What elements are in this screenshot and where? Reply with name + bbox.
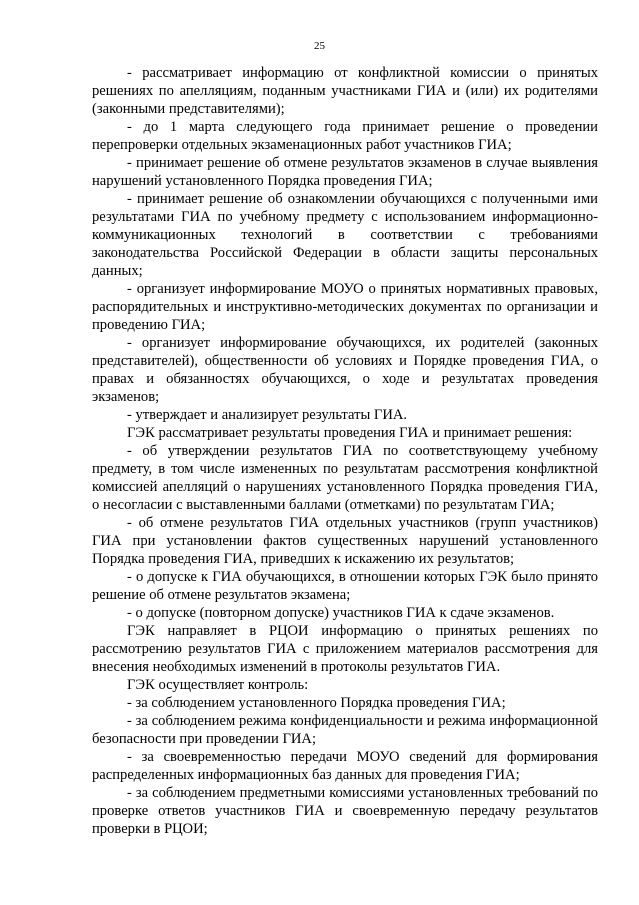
paragraph: - за соблюдением установленного Порядка проведения ГИА; [127, 695, 506, 711]
paragraph: - о допуске к ГИА обучающихся, в отношении которых ГЭК было принято решение об отмене результатов экзамена; [92, 569, 598, 603]
page-body [92, 64, 598, 838]
paragraph: - о допуске (повторном допуске) участников ГИА к сдаче экзаменов. [127, 605, 555, 621]
paragraph: - за соблюдением предметными комиссиями установленных требований по проверке ответов участников ГИА и своевременную передачу результатов проверки в РЦОИ; [92, 785, 598, 837]
paragraph: - принимает решение об отмене результатов экзаменов в случае выявления нарушений установленного Порядка проведения ГИА; [92, 155, 598, 189]
paragraph: - за своевременностью передачи МОУО сведений для формирования распределенных информационных баз данных для проведения ГИА; [92, 749, 598, 783]
paragraph: ГЭК направляет в РЦОИ информацию о принятых решениях по рассмотрению результатов ГИА с приложением материалов рассмотрения для внесения необходимых изменений в протоколы результатов ГИА. [92, 623, 598, 675]
paragraph: - об отмене результатов ГИА отдельных участников (групп участников) ГИА при установлении фактов существенных нарушений установленного Порядка проведения ГИА, приведших к искажению их результатов; [92, 515, 598, 567]
paragraph: ГЭК осуществляет контроль: [127, 677, 309, 693]
paragraph: - утверждает и анализирует результаты ГИА. [127, 407, 408, 423]
paragraph: ГЭК рассматривает результаты проведения ГИА и принимает решения: [127, 425, 573, 441]
paragraph: - об утверждении результатов ГИА по соответствующему учебному предмету, в том числе измененных по результатам рассмотрения конфликтной комиссией апелляций о нарушениях установленного Порядка проведения ГИА, о несогласии с выставленными баллами (отметками) по результатам ГИА; [92, 443, 598, 513]
paragraph: - рассматривает информацию от конфликтной комиссии о принятых решениях по апелляциям, поданным участниками ГИА и (или) их родителями (законными представителями); [92, 65, 598, 117]
page-number: 25 [314, 40, 325, 52]
paragraph: - принимает решение об ознакомлении обучающихся с полученными ими результатами ГИА по учебному предмету с использованием информационно-коммуникационных технологий в соответствии с требованиями законодательства Российской Федерации в области защиты персональных данных; [92, 191, 598, 279]
paragraph: - за соблюдением режима конфиденциальности и режима информационной безопасности при проведении ГИА; [92, 713, 598, 747]
paragraph: - до 1 марта следующего года принимает решение о проведении перепроверки отдельных экзаменационных работ участников ГИА; [92, 119, 598, 153]
paragraph: - организует информирование МОУО о принятых нормативных правовых, распорядительных и инструктивно-методических документах по организации и проведению ГИА; [92, 281, 598, 333]
paragraph: - организует информирование обучающихся, их родителей (законных представителей), общественности об условиях и Порядке проведения ГИА, о правах и обязанностях обучающихся, о ходе и результатах проведения экзаменов; [92, 335, 598, 405]
